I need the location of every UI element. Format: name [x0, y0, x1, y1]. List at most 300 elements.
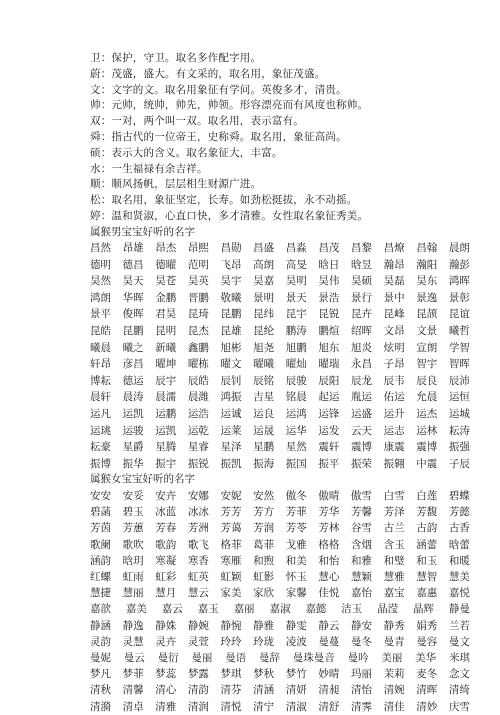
- name-cell: 静安: [351, 619, 372, 632]
- name-cell: 灵卉: [155, 635, 177, 648]
- name-cell: 子昂: [383, 358, 405, 371]
- definition-line: 帅：元帅，统帅，帅先，帅领。形容漂亮而有风度也称帅。: [90, 99, 369, 112]
- name-row: [90, 601, 470, 617]
- name-row: [90, 439, 470, 455]
- name-row: [90, 650, 470, 666]
- definition-line: 松：取名用，象征坚定，长寿。如劲松挺拔，永不动摇。: [90, 194, 358, 207]
- name-cell: 寒香: [187, 554, 209, 567]
- name-cell: 高朗: [253, 258, 275, 271]
- name-cell: 清韵: [187, 684, 209, 697]
- name-cell: 碧玉: [122, 506, 144, 519]
- name-cell: 辰阳: [318, 374, 340, 387]
- name-cell: 娟秀: [416, 619, 438, 632]
- name-cell: 凌波: [285, 635, 307, 648]
- name-cell: 晨朗: [448, 242, 470, 254]
- name-row: [90, 634, 470, 650]
- name-cell: 晗蕾: [448, 538, 470, 551]
- name-cell: 静秀: [383, 619, 405, 632]
- name-cell: 景平: [90, 308, 111, 321]
- name-cell: 红螺: [90, 571, 111, 583]
- name-cell: 昊明: [285, 275, 307, 288]
- name-cell: 昆谊: [448, 308, 470, 321]
- name-cell: 中震: [416, 457, 438, 470]
- name-cell: 灵慧: [122, 635, 144, 648]
- name-cell: 芳华: [318, 506, 340, 519]
- name-cell: 德明: [90, 258, 111, 271]
- name-cell: 静云: [318, 619, 340, 632]
- name-cell: 运锋: [318, 408, 340, 420]
- name-cell: 昊天: [122, 275, 144, 288]
- name-cell: 昊然: [90, 275, 111, 288]
- name-cell: 运城: [448, 408, 470, 420]
- name-cell: 芳馨: [351, 506, 372, 519]
- name-cell: 芳洲: [187, 522, 209, 535]
- name-cell: 慧美: [448, 571, 470, 583]
- name-cell: 景彰: [448, 291, 470, 304]
- name-cell: 嘉云: [161, 603, 183, 616]
- definition-line: 婷：温和贤淑，心直口快，多才清雅。女性取名象征秀美。: [90, 210, 369, 222]
- name-cell: 昆皓: [90, 325, 111, 337]
- name-cell: 含烟: [351, 538, 372, 551]
- name-cell: 昆鹏: [122, 325, 144, 337]
- name-cell: 金鹏: [155, 291, 177, 304]
- name-cell: 格格: [318, 538, 340, 551]
- name-cell: 慧智: [416, 571, 438, 583]
- name-cell: 敬曦: [220, 291, 242, 304]
- name-cell: 炫明: [383, 341, 405, 354]
- name-cell: 清宁: [253, 700, 275, 713]
- name-cell: 昆纬: [253, 308, 275, 321]
- name-cell: 冰蓝: [155, 506, 177, 519]
- name-cell: 振凯: [220, 457, 242, 470]
- name-cell: 安安: [90, 490, 111, 502]
- name-cell: 家美: [220, 587, 242, 600]
- name-cell: 晗昱: [351, 258, 372, 271]
- name-cell: 清妙: [416, 700, 438, 713]
- name-cell: 运晟: [253, 424, 275, 437]
- name-cell: 昌勋: [220, 242, 242, 254]
- name-cell: 智宇: [416, 358, 438, 371]
- name-cell: 彦昌: [122, 358, 144, 371]
- name-cell: 嘉丽: [233, 603, 255, 616]
- name-cell: 晨潍: [187, 391, 209, 404]
- definition-line: 卫：保护，守卫。取名多作配字用。: [90, 52, 262, 64]
- name-cell: 旭彬: [220, 341, 242, 354]
- name-cell: 米琪: [448, 652, 470, 664]
- name-cell: 和怡: [318, 554, 340, 567]
- name-cell: 芳方: [253, 506, 275, 519]
- definition-line: 蔚：茂盛，盛大。有文采的，取名用，象征茂盛。: [90, 67, 326, 80]
- name-cell: 振翱: [383, 457, 405, 470]
- name-cell: 起运: [318, 391, 340, 404]
- name-cell: 碧菡: [90, 506, 111, 519]
- name-cell: 昆宇: [285, 308, 307, 321]
- name-cell: 星爵: [122, 441, 144, 454]
- name-cell: 景逸: [416, 291, 438, 304]
- name-cell: 运浩: [187, 408, 209, 420]
- section-heading-boys: 属猴男宝宝好听的名字: [90, 226, 195, 238]
- name-cell: 昆明: [155, 325, 177, 337]
- name-cell: 虹英: [187, 571, 209, 583]
- name-cell: 戈雅: [285, 538, 307, 551]
- name-row: [90, 257, 470, 273]
- name-cell: 梦蕊: [155, 668, 177, 681]
- name-cell: 晗日: [318, 258, 340, 271]
- name-cell: 辰钊: [220, 374, 242, 387]
- name-cell: 胤运: [351, 391, 372, 404]
- name-cell: 运恒: [448, 391, 470, 404]
- name-cell: 辰龙: [351, 374, 372, 387]
- name-cell: 昆颉: [416, 308, 438, 321]
- name-cell: 运杰: [416, 408, 438, 420]
- name-cell: 清婉: [383, 684, 405, 697]
- name-cell: 高旻: [285, 258, 307, 271]
- name-cell: 静雅: [253, 619, 275, 632]
- name-cell: 歌吹: [122, 538, 144, 551]
- name-cell: 景明: [253, 291, 275, 304]
- name-cell: 慧雅: [383, 571, 405, 583]
- name-cell: 昊嘉: [253, 275, 275, 288]
- definition-line: 文：文字的文。取名用象征有学问。英俊多才，清贵。: [90, 83, 347, 96]
- name-cell: 辰宇: [155, 374, 177, 387]
- name-cell: 昆纶: [253, 325, 275, 337]
- name-cell: 安卉: [155, 490, 177, 502]
- name-row: [90, 666, 470, 682]
- name-cell: 梦露: [187, 668, 209, 681]
- name-row: [90, 504, 470, 520]
- name-cell: 曜瑞: [318, 358, 340, 371]
- name-cell: 曼吟: [347, 652, 369, 664]
- name-cell: 宣朗: [416, 341, 438, 354]
- name-row: [90, 569, 470, 585]
- name-row: [90, 553, 470, 569]
- name-cell: 昆鹏: [220, 308, 242, 321]
- name-cell: 鸿振: [220, 391, 242, 404]
- name-cell: 昊伟: [318, 275, 340, 288]
- name-cell: 铭晨: [285, 391, 307, 404]
- name-cell: 静雯: [285, 619, 307, 632]
- name-cell: 震轩: [318, 441, 340, 454]
- name-cell: 嘉悦: [448, 587, 470, 600]
- name-row: [90, 323, 470, 339]
- name-row: [90, 699, 470, 715]
- name-cell: 嘉歆: [90, 603, 111, 616]
- name-cell: 寒雁: [220, 554, 242, 567]
- name-cell: 俊晖: [122, 308, 144, 321]
- name-cell: 曼珠曼音: [292, 652, 335, 664]
- name-cell: 和煦: [253, 554, 275, 567]
- name-cell: 玛丽: [351, 668, 372, 681]
- name-cell: 曜灿: [285, 358, 307, 371]
- name-cell: 运莱: [220, 424, 242, 437]
- name-cell: 清绮: [448, 684, 470, 697]
- name-cell: 嘉惠: [416, 587, 438, 600]
- name-cell: 佳悦: [318, 587, 340, 600]
- name-cell: 静曼: [448, 603, 470, 616]
- name-cell: 鸿朗: [90, 291, 111, 304]
- name-row: [90, 389, 470, 405]
- name-cell: 芳泽: [383, 506, 405, 519]
- name-cell: 嘉美: [125, 603, 147, 616]
- name-cell: 寒凝: [155, 554, 177, 567]
- name-cell: 美丽: [381, 652, 403, 664]
- name-cell: 虹影: [253, 571, 275, 583]
- name-cell: 清舒: [318, 700, 340, 713]
- name-cell: 曜栋: [187, 358, 209, 371]
- name-cell: 辰皓: [187, 374, 209, 387]
- name-cell: 曼辞: [258, 652, 280, 664]
- name-cell: 昌黎: [351, 242, 372, 254]
- name-cell: 运盛: [351, 408, 372, 420]
- name-cell: 清佳: [383, 700, 405, 713]
- name-cell: 范明: [187, 258, 209, 271]
- name-cell: 运诚: [220, 408, 242, 420]
- name-cell: 文景: [416, 325, 438, 337]
- name-cell: 旭鹏: [285, 341, 307, 354]
- name-cell: 芳苓: [285, 522, 307, 535]
- name-cell: 运凡: [90, 408, 111, 420]
- name-cell: 兰若: [448, 619, 470, 632]
- name-cell: 曦哲: [448, 325, 470, 337]
- name-cell: 古香: [448, 522, 470, 535]
- name-cell: 玲珑: [253, 635, 275, 648]
- name-cell: 振海: [253, 457, 275, 470]
- name-cell: 昌燎: [383, 242, 405, 254]
- name-cell: 智晖: [448, 358, 470, 371]
- name-cell: 傲晴: [318, 490, 340, 502]
- name-cell: 虹颖: [220, 571, 242, 583]
- name-cell: 运林: [416, 424, 438, 437]
- name-cell: 晨轩: [90, 391, 111, 404]
- name-cell: 曼容: [416, 635, 438, 648]
- name-cell: 古韵: [416, 522, 438, 535]
- name-cell: 嘉懿: [305, 603, 327, 616]
- name-cell: 傲冬: [285, 490, 307, 502]
- name-cell: 慧丽: [122, 587, 144, 600]
- name-cell: 静姝: [155, 619, 177, 632]
- name-cell: 瀚彭: [448, 258, 470, 271]
- name-cell: 清漪: [90, 700, 111, 713]
- name-cell: 文昂: [383, 325, 405, 337]
- name-cell: 星鹏: [253, 441, 275, 454]
- name-cell: 星泽: [220, 441, 242, 454]
- name-cell: 安妥: [122, 490, 144, 502]
- name-cell: 清涵: [253, 684, 275, 697]
- name-cell: 清卓: [122, 700, 144, 713]
- name-cell: 永昌: [351, 358, 372, 371]
- name-row: [90, 456, 470, 472]
- name-cell: 晋鹏: [187, 291, 209, 304]
- name-row: [90, 406, 470, 422]
- name-cell: 慧捷: [90, 587, 111, 600]
- name-cell: 茉莉: [383, 668, 405, 681]
- name-cell: 昊东: [416, 275, 438, 288]
- name-cell: 振国: [285, 457, 307, 470]
- name-cell: 嘉宝: [383, 587, 405, 600]
- name-cell: 静逸: [122, 619, 144, 632]
- name-cell: 飞昂: [220, 258, 242, 271]
- definition-line: 双：一对，两个叫一双。取名用，表示富有。: [90, 115, 304, 128]
- name-cell: 清润: [187, 700, 209, 713]
- name-cell: 静惋: [220, 619, 242, 632]
- name-cell: 芳芳: [220, 506, 242, 519]
- name-cell: 昌翰: [416, 242, 438, 254]
- name-cell: 景天: [285, 291, 307, 304]
- name-cell: 家欣: [253, 587, 275, 600]
- name-cell: 芳润: [253, 522, 275, 535]
- name-row: [90, 520, 470, 536]
- name-row: [90, 273, 470, 289]
- name-cell: 运发: [318, 424, 340, 437]
- name-cell: 振博: [90, 457, 111, 470]
- name-cell: 德昌: [122, 258, 144, 271]
- name-cell: 曼蔓: [318, 635, 340, 648]
- name-cell: 芳菲: [285, 506, 307, 519]
- name-cell: 芳蔼: [220, 522, 242, 535]
- name-cell: 清芬: [220, 684, 242, 697]
- name-row: [90, 618, 470, 634]
- name-cell: 慧心: [318, 571, 340, 583]
- name-row: [90, 306, 470, 322]
- name-cell: 清悦: [220, 700, 242, 713]
- name-cell: 昆琦: [187, 308, 209, 321]
- name-cell: 昊苍: [155, 275, 177, 288]
- name-cell: 景行: [351, 291, 372, 304]
- name-cell: 嘉淑: [269, 603, 291, 616]
- name-cell: 芳春: [155, 522, 177, 535]
- name-cell: 昂熙: [187, 242, 209, 254]
- name-cell: 葛菲: [253, 538, 275, 551]
- name-cell: 灵萱: [187, 635, 209, 648]
- name-cell: 慧月: [155, 587, 177, 600]
- name-cell: 静涵: [90, 619, 111, 632]
- name-row: [90, 356, 470, 372]
- name-cell: 运凯: [155, 424, 177, 437]
- name-cell: 芳茵: [90, 522, 111, 535]
- name-cell: 曜文: [220, 358, 242, 371]
- name-cell: 清心: [155, 684, 177, 697]
- name-cell: 玲玲: [220, 635, 242, 648]
- name-cell: 谷雪: [351, 522, 372, 535]
- name-cell: 麦冬: [416, 668, 438, 681]
- name-cell: 梦琪: [220, 668, 242, 681]
- name-row: [90, 290, 470, 306]
- name-cell: 新曦: [155, 341, 177, 354]
- name-cell: 运凯: [122, 408, 144, 420]
- name-cell: 芳懿: [448, 506, 470, 519]
- name-cell: 梦菲: [122, 668, 144, 681]
- name-cell: 旭炎: [351, 341, 372, 354]
- name-cell: 芳蕙: [122, 522, 144, 535]
- name-cell: 曼妮: [90, 652, 111, 664]
- name-cell: 梦秋: [253, 668, 275, 681]
- name-cell: 云天: [351, 424, 372, 437]
- name-cell: 辰良: [416, 374, 438, 387]
- name-cell: 曦之: [122, 341, 144, 354]
- name-cell: 清晖: [416, 684, 438, 697]
- name-cell: 念文: [448, 668, 470, 681]
- name-cell: 昂雄: [122, 242, 144, 254]
- name-cell: 振平: [318, 457, 340, 470]
- section-heading-girls: 属猴女宝宝好听的名字: [90, 473, 195, 485]
- definition-line: 硕：表示大的含义。取名象征大，丰富。: [90, 146, 283, 159]
- name-cell: 星睿: [187, 441, 209, 454]
- name-row: [90, 537, 470, 553]
- name-cell: 歌阑: [90, 538, 111, 551]
- name-cell: 晨濡: [155, 391, 177, 404]
- name-cell: 涵蕾: [416, 538, 438, 551]
- name-cell: 慧云: [187, 587, 209, 600]
- name-cell: 冰冰: [187, 506, 209, 519]
- name-row: [90, 585, 470, 601]
- name-cell: 德运: [122, 374, 144, 387]
- name-cell: 格菲: [220, 538, 242, 551]
- name-cell: 虹彩: [155, 571, 177, 583]
- name-cell: 含玉: [383, 538, 405, 551]
- name-cell: 和璧: [383, 554, 405, 567]
- name-cell: 嘉怡: [351, 587, 372, 600]
- name-cell: 晶辉: [413, 603, 435, 616]
- name-cell: 昌然: [90, 242, 111, 254]
- name-cell: 涵韵: [90, 554, 111, 567]
- name-cell: 鑫鹏: [187, 341, 209, 354]
- name-cell: 安然: [253, 490, 275, 502]
- name-cell: 耘豪: [90, 441, 111, 454]
- name-cell: 傲雪: [351, 490, 372, 502]
- name-cell: 晨涛: [122, 391, 144, 404]
- name-cell: 晶滢: [377, 603, 399, 616]
- name-cell: 昆杰: [187, 325, 209, 337]
- name-cell: 华晖: [122, 291, 144, 304]
- name-cell: 运良: [253, 408, 275, 420]
- name-cell: 曼衍: [157, 652, 179, 664]
- name-cell: 鹏涛: [285, 325, 307, 337]
- name-cell: 晗玥: [122, 554, 144, 567]
- name-cell: 昆卉: [351, 308, 372, 321]
- name-cell: 瀚昂: [383, 258, 405, 271]
- name-cell: 昆峰: [383, 308, 405, 321]
- definition-line: 顺：顺风扬帆，层层相生财源广进。: [90, 178, 262, 191]
- name-cell: 和暖: [448, 554, 470, 567]
- name-cell: 博耘: [90, 374, 111, 387]
- name-cell: 昌茂: [318, 242, 340, 254]
- name-cell: 昆雄: [220, 325, 242, 337]
- name-cell: 景中: [383, 291, 405, 304]
- name-cell: 运升: [383, 408, 405, 420]
- name-cell: 允晨: [416, 391, 438, 404]
- name-cell: 昆锐: [318, 308, 340, 321]
- name-row: [90, 682, 470, 698]
- name-cell: 星然: [285, 441, 307, 454]
- name-cell: 旭尧: [253, 341, 275, 354]
- name-cell: 清妍: [285, 684, 307, 697]
- name-cell: 和玉: [416, 554, 438, 567]
- name-cell: 运志: [383, 424, 405, 437]
- name-cell: 静婉: [187, 619, 209, 632]
- name-cell: 清馨: [122, 684, 144, 697]
- name-cell: 振强: [448, 441, 470, 454]
- name-cell: 曼云: [123, 652, 145, 664]
- name-cell: 曜坤: [155, 358, 177, 371]
- name-cell: 瀚阳: [416, 258, 438, 271]
- name-cell: 清秋: [90, 684, 111, 697]
- name-cell: 昊磊: [383, 275, 405, 288]
- name-cell: 美华: [415, 652, 437, 664]
- name-cell: 运华: [285, 424, 307, 437]
- name-cell: 辰骏: [285, 374, 307, 387]
- name-cell: 曜曦: [253, 358, 275, 371]
- name-cell: 辰铭: [253, 374, 275, 387]
